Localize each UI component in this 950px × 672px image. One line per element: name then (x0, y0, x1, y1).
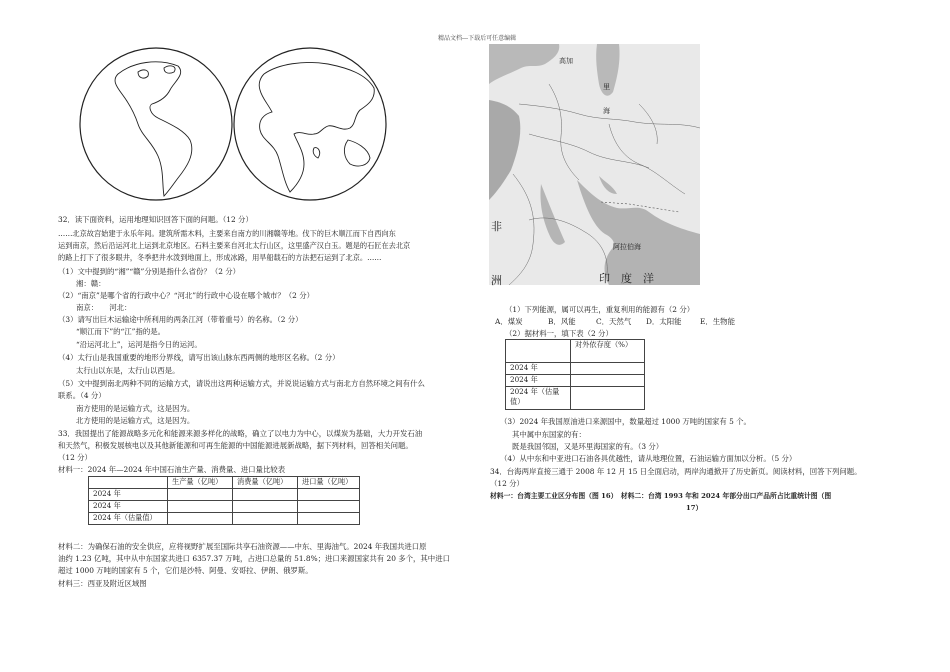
q33-line-3: （12 分） (58, 453, 92, 462)
option-e: E．生物能 (700, 317, 735, 326)
map-label-caspian-hai: 海 (603, 107, 610, 115)
table-row-label: 2024 年 (89, 501, 168, 513)
map-label-africa-1: 非 (491, 220, 502, 233)
q32-answer-1: 湘：赣： (76, 279, 106, 288)
option-c: C．天然气 (596, 317, 632, 326)
q33-sub-1: （1）下列能源，属可以再生，重复利用的能源有（2 分） (505, 305, 695, 314)
dependency-table (505, 339, 645, 410)
q34-materials: 材料一：台湾主要工业区分布图（图 16） 材料二：台湾 1993 年和 2024 年部分出口产品所占比重统计图（图 (490, 492, 832, 500)
map-label-caspian-li: 里 (603, 83, 610, 91)
q32-item-5-cont: 联系。（4 分） (58, 391, 106, 400)
q32-answer-4: 太行山以东是，太行山以西是。 (76, 366, 180, 375)
q32-item-3: （3）请写出巨木运输途中所利用的两条江河（带着重号）的名称。（2 分） (58, 315, 303, 324)
q32-answer-3b: “沿运河北上”，运河是指今日的运河。 (76, 340, 202, 349)
table-row-label: 2024 年（估量值） (89, 513, 168, 525)
table-row (89, 489, 360, 501)
table-row-label: 2024 年 (89, 489, 168, 501)
q33-material-2-line-1: 材料二：为确保石油的安全供应，应将视野扩展至国际共享石油资源——中东、里海油气。2024 年我国共进口原 (58, 542, 427, 551)
table-header-dependency: 对外依存度（%） (571, 340, 645, 363)
q33-sub-3: （3）2024 年我国原油进口来源国中，数量超过 1000 万吨的国家有 5 个。 (500, 417, 751, 426)
q32-item-1: （1）文中提到的“湘”“赣”分别是指什么省份？（2 分） (58, 267, 241, 276)
table-row-label: 2024 年（估量值） (506, 387, 571, 410)
q33-line-1: 33．我国提出了能源战略多元化和能源来源多样化的战略，确立了以电力为中心，以煤炭为基础，大力开发石油 (58, 429, 423, 438)
q32-passage-line-2: 运到南京，然后沿运河北上运到北京地区。石料主要来自河北太行山区，这里盛产汉白玉。题是的石匠在去北京 (58, 241, 411, 250)
q33-material-3-caption: 材料三：西亚及附近区域图 (58, 579, 147, 588)
q32-answer-3a: “顺江而下”的“江”指的是。 (76, 327, 166, 336)
table-row (506, 363, 645, 375)
q32-answer-2: 南京： 河北： (76, 303, 132, 312)
map-label-gaoja: 高加 (559, 57, 573, 65)
map-label-indian-ocean: 印 度 洋 (599, 272, 654, 285)
table-header-consumption: 消费量（亿吨） (233, 477, 298, 489)
table-row-label: 2024 年 (506, 363, 571, 375)
west-asia-map (489, 44, 700, 285)
table-row (89, 501, 360, 513)
q33-material-1-caption: 材料一：2024 年—2024 年中国石油生产量、消费量、进口量比较表 (58, 465, 286, 474)
table-row-label: 2024 年 (506, 375, 571, 387)
world-hemispheres-map (78, 44, 388, 204)
q32-title: 32．读下面资料，运用地理知识回答下面的问题。（12 分） (58, 215, 253, 224)
map-label-arabian-sea: 阿拉伯海 (613, 243, 641, 251)
q32-item-4: （4）太行山是我国重要的地形分界线，请写出该山脉东西两侧的地形区名称。（2 分） (58, 353, 340, 362)
q33-line-2: 和天然气，积极发展核电以及其他新能源和可再生能源的中国能源进展新战略，据下列材料，回答相关问题。 (58, 441, 413, 450)
oil-comparison-table (88, 476, 360, 525)
q32-answer-5b: 北方使用的是运输方式，这是因为。 (76, 416, 195, 425)
q34-line-2: （12 分） (490, 479, 524, 488)
q33-material-2-line-3: 超过 1000 万吨的国家有 5 个，它们是沙特、阿曼、安哥拉、伊朗、俄罗斯。 (58, 566, 313, 575)
q32-passage-line-1: ……北京故宫始建于永乐年间。建筑所需木料，主要来自南方的川湘赣等地。伐下的巨木顺江而下自西向东 (58, 229, 396, 238)
map-label-africa-2: 洲 (491, 274, 502, 287)
q33-sub-2: （2）据材料一，填下表（2 分） (505, 329, 613, 338)
table-header-blank (89, 477, 168, 489)
table-header-import: 进口量（亿吨） (298, 477, 360, 489)
option-a: A．煤炭 (495, 317, 523, 326)
q34-line-1: 34．台海两岸直接三通于 2008 年 12 月 15 日全面启动，两岸沟通掀开了历史新页。阅读材料，回答下列问题。 (490, 467, 862, 476)
option-d: D．太阳能 (646, 317, 682, 326)
q34-materials-cont: 17） (686, 504, 703, 512)
q32-item-5: （5）文中提到南北两种不同的运输方式，请说出这两种运输方式，并说说运输方式与南北方自然环境之间有什么 (58, 379, 425, 388)
watermark-header: 精品文档---下载后可任意编辑 (438, 35, 517, 42)
q33-sub-3-middle-east: 其中属中东国家的有： (512, 430, 586, 439)
q32-passage-line-3: 的路上打下了很多眼井，冬季把井水泼到地面上，形成冰路，用旱船载石的方法把石运到了北京。…… (58, 253, 382, 262)
table-row (506, 387, 645, 410)
table-row (89, 513, 360, 525)
table-row (506, 375, 645, 387)
q33-material-2-line-2: 油约 1.23 亿吨，其中从中东国家共进口 6357.37 万吨，占进口总量的 51.8%；进口来源国家共有 20 多个，其中进口 (58, 554, 450, 563)
option-b: B．风能 (548, 317, 576, 326)
table-header-production: 生产量（亿吨） (168, 477, 233, 489)
q32-item-2: （2）“南京”是哪个省的行政中心？“河北”的行政中心设在哪个城市？（2 分） (58, 291, 314, 300)
q33-sub-4: （4）从中东和中亚进口石油各具优越性，请从地理位置，石油运输方面加以分析。（5 分） (500, 454, 797, 463)
q33-sub-3-neighbors: 既是我国邻国，又是环里海国家的有。（3 分） (512, 442, 664, 451)
q32-answer-5a: 南方使用的是运输方式，这是因为。 (76, 404, 195, 413)
